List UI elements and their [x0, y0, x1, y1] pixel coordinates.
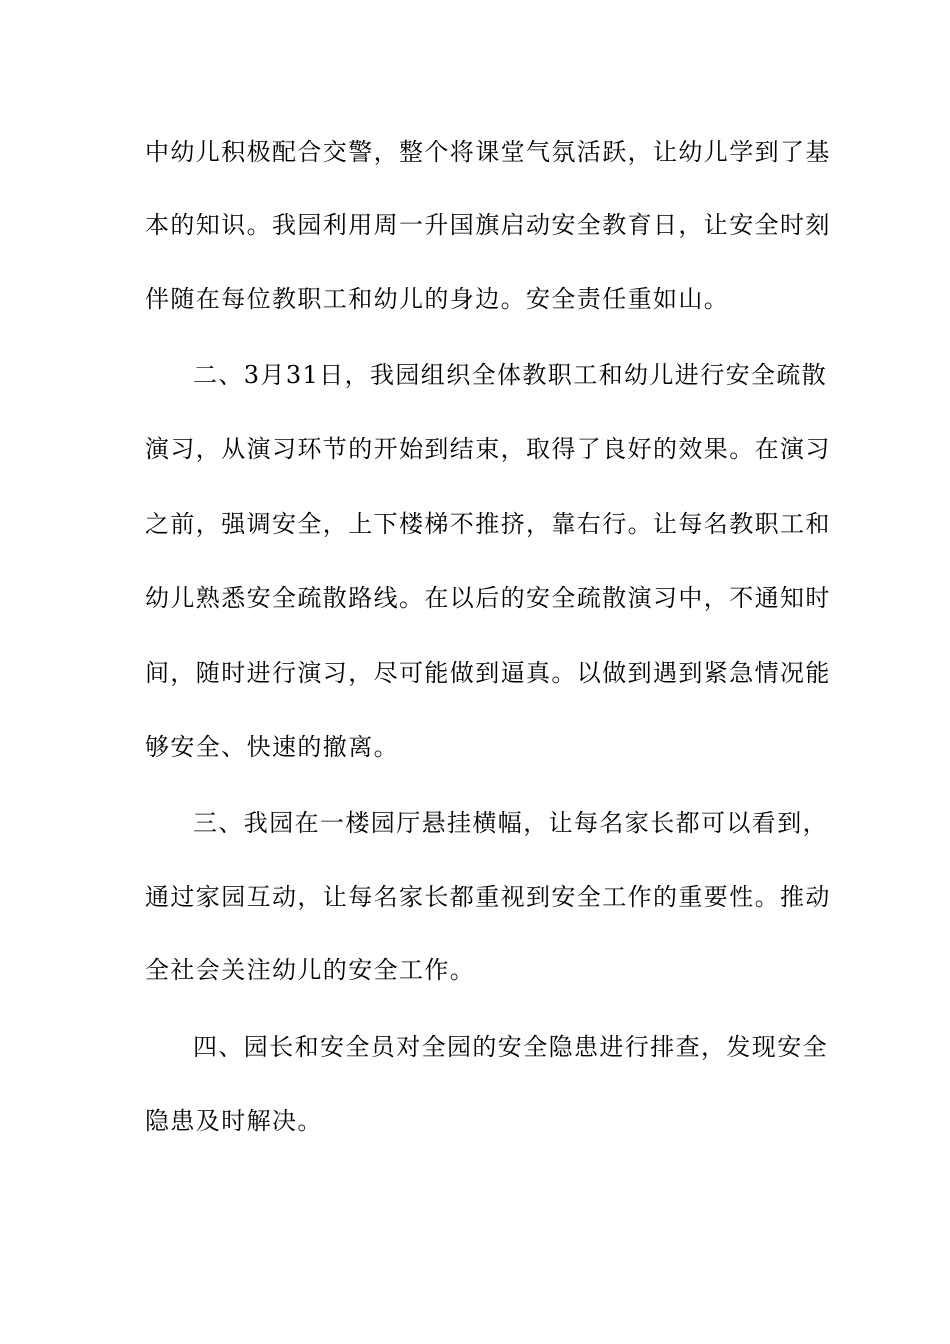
paragraph-start-line: 三、我园在一楼园厅悬挂横幅，让每名家长都可以看到，	[193, 809, 828, 837]
text-line: 通过家园互动，让每名家长都重视到安全工作的重要性。推动	[145, 883, 831, 911]
paragraph-start-line: 四、园长和安全员对全园的安全隐患进行排查，发现安全	[193, 1033, 828, 1061]
text-line: 隐患及时解决。	[145, 1107, 323, 1135]
text-line: 中幼儿积极配合交警，整个将课堂气氛活跃，让幼儿学到了基	[145, 138, 831, 166]
text-line: 演习，从演习环节的开始到结束，取得了良好的效果。在演习	[145, 435, 831, 463]
text-line: 幼儿熟悉安全疏散路线。在以后的安全疏散演习中，不通知时	[145, 584, 831, 612]
text-line: 本的知识。我园利用周一升国旗启动安全教育日，让安全时刻	[145, 211, 831, 239]
text-line: 够安全、快速的撤离。	[145, 733, 399, 761]
text-line: 间，随时进行演习，尽可能做到逼真。以做到遇到紧急情况能	[145, 659, 831, 687]
text-line: 之前，强调安全，上下楼梯不推挤，靠右行。让每名教职工和	[145, 510, 831, 538]
text-line: 伴随在每位教职工和幼儿的身边。安全责任重如山。	[145, 285, 730, 313]
text-line: 全社会关注幼儿的安全工作。	[145, 956, 476, 984]
paragraph-start-line: 二、3月31日，我园组织全体教职工和幼儿进行安全疏散	[193, 361, 828, 389]
